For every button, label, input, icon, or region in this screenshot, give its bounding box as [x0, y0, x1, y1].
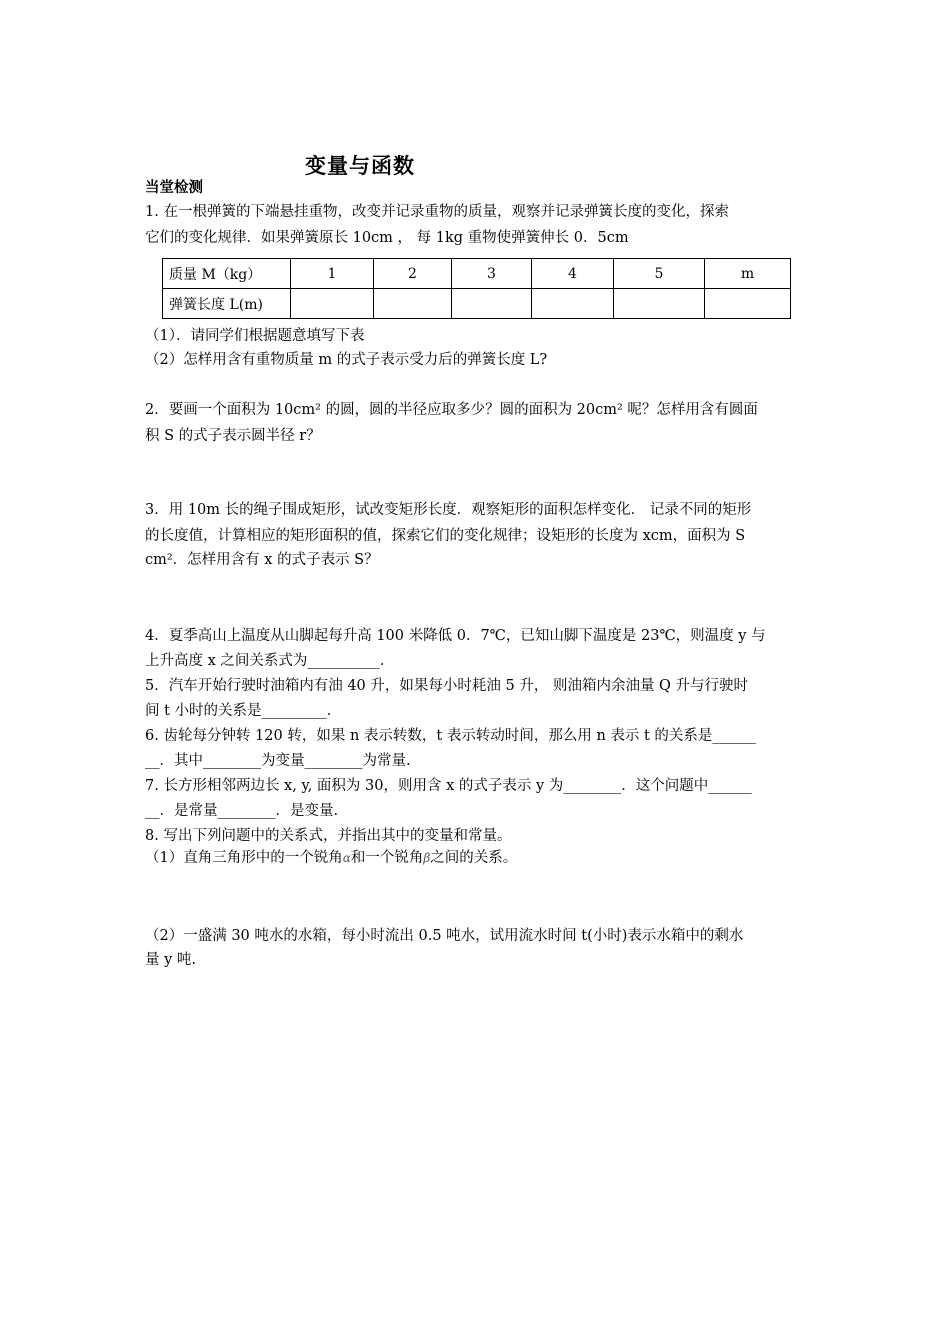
q1-line1: 1. 在一根弹簧的下端悬挂重物，改变并记录重物的质量，观察并记录弹簧长度的变化，探索 — [145, 204, 729, 220]
table-cell: 弹簧长度 L(m) — [163, 289, 291, 319]
spring-table — [162, 258, 791, 319]
table-cell-empty — [705, 289, 791, 319]
q1-sub2: （2）怎样用含有重物质量 m 的式子表示受力后的弹簧长度 L? — [145, 352, 548, 368]
q6-line1: 6. 齿轮每分钟转 120 转，如果 n 表示转数，t 表示转动时间，那么用 n 表示 t 的关系是______ — [145, 728, 756, 744]
q1-sub1: （1）．请同学们根据题意填写下表 — [145, 328, 365, 344]
beta-symbol: β — [423, 851, 431, 865]
q8-sub1-part-a: （1）直角三角形中的一个锐角 — [145, 850, 343, 866]
table-cell: m — [705, 259, 791, 289]
table-cell: 5 — [614, 259, 705, 289]
table-cell-empty — [374, 289, 452, 319]
q8-sub1-part-c: 之间的关系。 — [430, 850, 518, 866]
q2-line2: 积 S 的式子表示圆半径 r？ — [145, 428, 321, 444]
q6-line2: __．其中________为变量________为常量. — [145, 753, 411, 769]
table-row — [163, 289, 791, 319]
table-cell-empty — [532, 289, 614, 319]
q8-sub2-line1: （2）一盛满 30 吨水的水箱，每小时流出 0.5 吨水，试用流水时间 t(小时)表示水箱中的剩水 — [145, 928, 744, 944]
section-heading: 当堂检测 — [145, 179, 203, 196]
table-cell: 1 — [291, 259, 374, 289]
table-cell: 质量 M（kg） — [163, 259, 291, 289]
table-cell: 3 — [452, 259, 532, 289]
q3-line2: 的长度值，计算相应的矩形面积的值，探索它们的变化规律；设矩形的长度为 xcm，面积为 S — [145, 528, 746, 544]
q8-sub1 — [145, 848, 517, 868]
table-cell: 4 — [532, 259, 614, 289]
q8-sub1-part-b: 和一个锐角 — [350, 850, 424, 866]
q4-line2: 上升高度 x 之间关系式为__________． — [145, 653, 395, 669]
alpha-symbol: α — [342, 851, 351, 865]
q5-line1: 5．汽车开始行驶时油箱内有油 40 升，如果每小时耗油 5 升， 则油箱内余油量 Q 升与行驶时 — [145, 678, 749, 694]
table-cell-empty — [291, 289, 374, 319]
q3-line1: 3．用 10m 长的绳子围成矩形，试改变矩形长度．观察矩形的面积怎样变化． 记录不同的矩形 — [145, 502, 752, 518]
q2-line1: 2．要画一个面积为 10cm² 的圆，圆的半径应取多少？圆的面积为 20cm² 呢？怎样用含有圆面 — [145, 402, 758, 418]
q8-sub2-line2: 量 y 吨. — [145, 952, 197, 968]
q7-line2: __．是常量________．是变量. — [145, 803, 339, 819]
table-cell-empty — [614, 289, 705, 319]
q8-line1: 8. 写出下列问题中的关系式，并指出其中的变量和常量。 — [145, 828, 512, 844]
table-row — [163, 259, 791, 289]
q3-line3: cm²．怎样用含有 x 的式子表示 S？ — [145, 552, 379, 568]
q5-line2: 间 t 小时的关系是_________． — [145, 703, 342, 719]
q4-line1: 4．夏季高山上温度从山脚起每升高 100 米降低 0．7℃，已知山脚下温度是 23℃，则温度 y 与 — [145, 628, 766, 644]
q1-line2: 它们的变化规律．如果弹簧原长 10cm ， 每 1kg 重物使弹簧伸长 0．5cm — [145, 230, 629, 246]
table-cell-empty — [452, 289, 532, 319]
table-cell: 2 — [374, 259, 452, 289]
q7-line1: 7. 长方形相邻两边长 x, y, 面积为 30，则用含 x 的式子表示 y 为________．这个问题中______ — [145, 778, 752, 794]
page-title: 变量与函数 — [305, 153, 415, 178]
